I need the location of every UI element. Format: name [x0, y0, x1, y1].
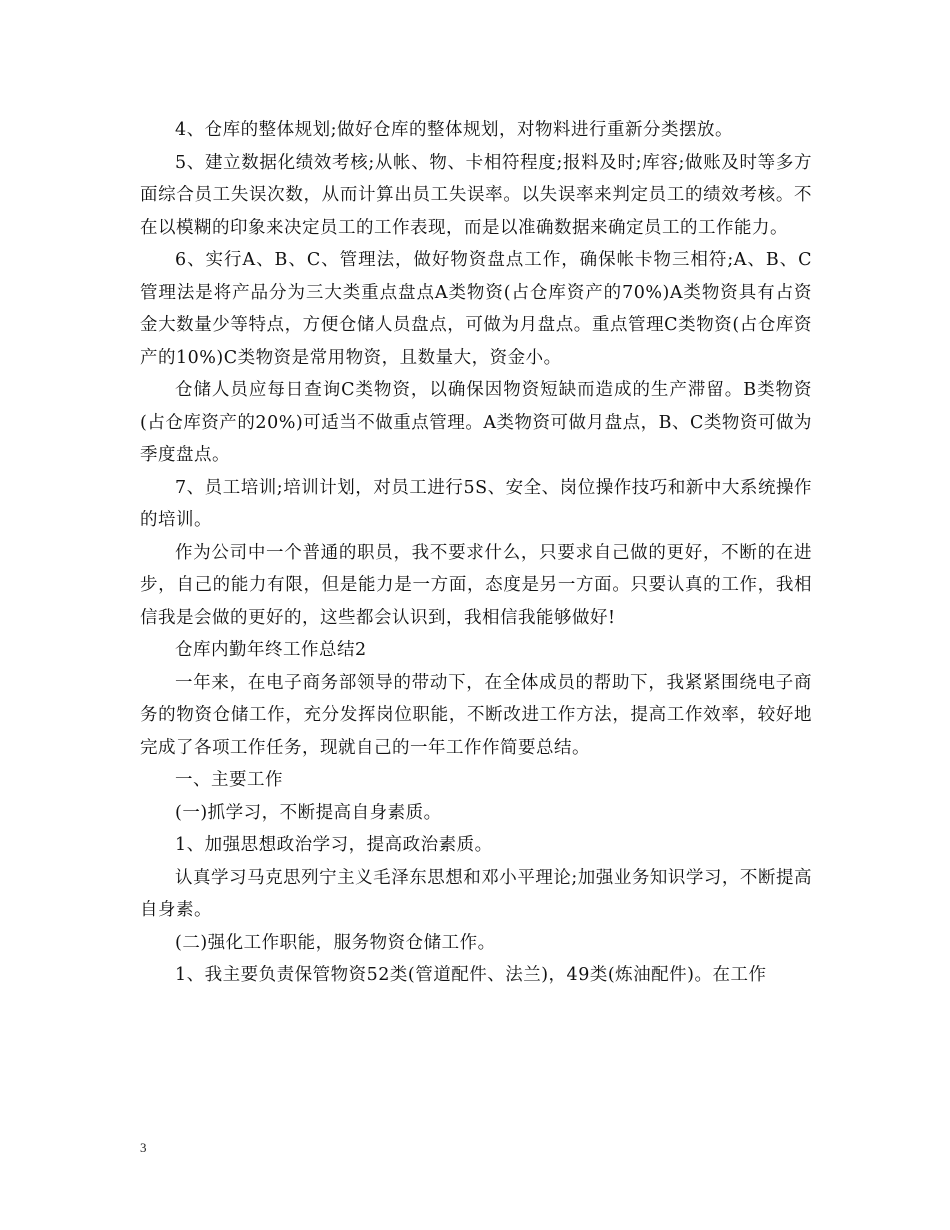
paragraph-daily-c-check: 仓储人员应每日查询C类物资，以确保因物资短缺而造成的生产滞留。B类物资(占仓库资产的20%)可适当不做重点管理。A类物资可做月盘点，B、C类物资可做为季度盘点。	[140, 380, 812, 465]
paragraph-performance-assessment: 5、建立数据化绩效考核;从帐、物、卡相符程度;报料及时;库容;做账及时等多方面综合员工失误次数，从而计算出员工失误率。以失误率来判定员工的绩效考核。不在以模糊的印象来决定员工的工作表现，而是以准确数据来确定员工的工作能力。	[140, 152, 812, 238]
page-number: 3	[140, 1140, 147, 1155]
paragraph-study-detail: 认真学习马克思列宁主义毛泽东思想和邓小平理论;加强业务知识学习，不断提高自身素。	[140, 867, 812, 920]
paragraph-intro-summary: 一年来，在电子商务部领导的带动下，在全体成员的帮助下，我紧紧围绕电子商务的物资仓储工作，充分发挥岗位职能，不断改进工作方法，提高工作效率，较好地完成了各项工作任务，现就自己的一年工作作简要总结。	[140, 672, 812, 758]
paragraph-warehouse-planning: 4、仓库的整体规划;做好仓库的整体规划，对物料进行重新分类摆放。	[175, 120, 734, 140]
section-title-summary-2: 仓库内勤年终工作总结2	[175, 640, 367, 660]
subheading-study: (一)抓学习，不断提高自身素质。	[175, 802, 442, 823]
heading-main-work: 一、主要工作	[175, 770, 283, 790]
paragraph-abc-management: 6、实行A、B、C、管理法，做好物资盘点工作，确保帐卡物三相符;A、B、C管理法是将产品分为三大类重点盘点A类物资(占仓库资产的70%)A类物资具有占资金大数量少等特点，方便仓储人员盘点，可做为月盘点。重点管理C类物资(占仓库资产的10%)C类物资是常用物资，且数量大，资金小。	[140, 250, 812, 368]
subheading-work-function: (二)强化工作职能，服务物资仓储工作。	[175, 932, 496, 953]
document-body	[140, 114, 812, 992]
paragraph-personal-attitude: 作为公司中一个普通的职员，我不要求什么，只要求自己做的更好，不断的在进步，自己的能力有限，但是能力是一方面，态度是另一方面。只要认真的工作，我相信我是会做的更好的，这些都会认识到，我相信我能够做好!	[140, 542, 812, 628]
item-political-study: 1、加强思想政治学习，提高政治素质。	[175, 835, 493, 855]
item-material-custody: 1、我主要负责保管物资52类(管道配件、法兰)，49类(炼油配件)。在工作	[175, 965, 767, 985]
paragraph-staff-training: 7、员工培训;培训计划，对员工进行5S、安全、岗位操作技巧和新中大系统操作的培训。	[140, 477, 812, 530]
